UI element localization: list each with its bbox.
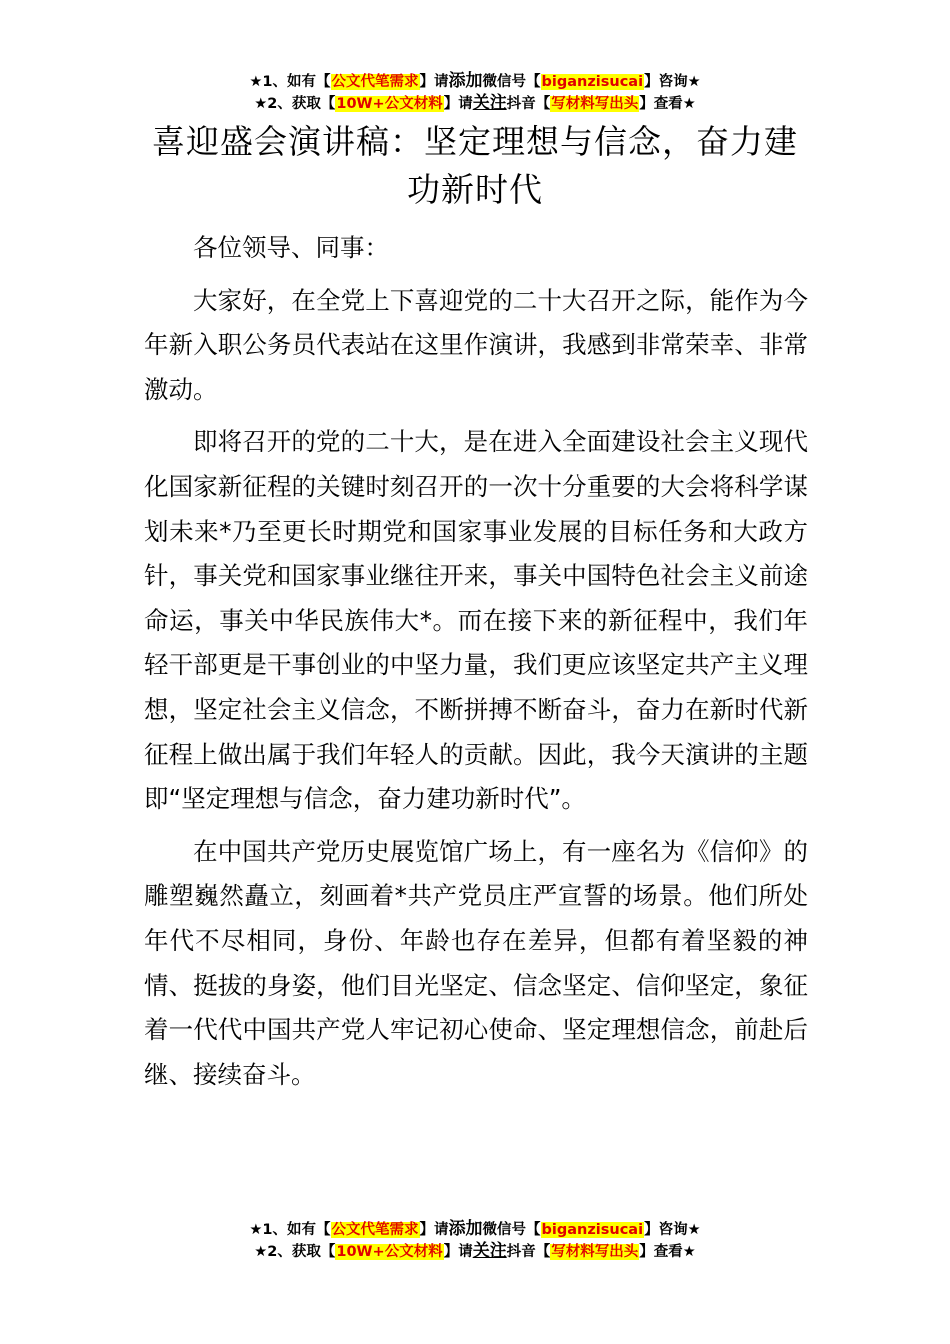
banner-highlight-wechat-id: biganzisucai [541, 74, 644, 90]
banner-text: ★1、如有【 [249, 1222, 331, 1238]
banner-text: 微信号【 [482, 1222, 541, 1238]
banner-text: 】查看★ [639, 96, 696, 112]
banner-text: 微信号【 [482, 74, 541, 90]
banner-emphasis: 关注 [472, 1241, 507, 1261]
banner-text: 】咨询★ [644, 74, 701, 90]
paragraph-1: 大家好，在全党上下喜迎党的二十大召开之际，能作为今年新入职公务员代表站在这里作演讲，我感到非常荣幸、非常激动。 [144, 285, 808, 404]
banner-highlight-service: 公文代笔需求 [331, 74, 419, 90]
banner-highlight-douyin: 写材料写出头 [551, 1244, 639, 1260]
banner-emphasis: 添加 [448, 71, 483, 91]
banner-text: ★2、获取【 [254, 1244, 336, 1260]
banner-text: ★1、如有【 [249, 74, 331, 90]
banner-text: 】请 [419, 1222, 449, 1238]
greeting: 各位领导、同事： [193, 233, 389, 262]
banner-highlight-materials: 10W+公文材料 [336, 96, 443, 112]
banner-emphasis: 添加 [448, 1219, 483, 1239]
header-banner [0, 70, 950, 114]
header-banner-line-2 [0, 92, 950, 114]
banner-highlight-wechat-id: biganzisucai [541, 1222, 644, 1238]
banner-text: 】请 [443, 96, 473, 112]
banner-highlight-douyin: 写材料写出头 [551, 96, 639, 112]
footer-banner-line-1 [0, 1218, 950, 1240]
banner-text: 抖音【 [506, 1244, 551, 1260]
banner-text: 】查看★ [639, 1244, 696, 1260]
document-title [0, 118, 950, 214]
paragraph-3: 在中国共产党历史展览馆广场上，有一座名为《信仰》的雕塑巍然矗立，刻画着*共产党员庄严宣誓的场景。他们所处年代不尽相同，身份、年龄也存在差异，但都有着坚毅的神情、挺拔的身姿，他们目光坚定、信念坚定、信仰坚定，象征着一代代中国共产党人牢记初心使命、坚定理想信念，前赴后继、接续奋斗。 [144, 836, 808, 1089]
footer-banner-line-2 [0, 1240, 950, 1262]
footer-banner [0, 1218, 950, 1262]
paragraph-2: 即将召开的党的二十大，是在进入全面建设社会主义现代化国家新征程的关键时刻召开的一次十分重要的大会将科学谋划未来*乃至更长时期党和国家事业发展的目标任务和大政方针，事关党和国家事业继往开来，事关中国特色社会主义前途命运，事关中华民族伟大*。而在接下来的新征程中，我们年轻干部更是干事创业的中坚力量，我们更应该坚定共产主义理想，坚定社会主义信念，不断拼搏不断奋斗，奋力在新时代新征程上做出属于我们年轻人的贡献。因此，我今天演讲的主题即“坚定理想与信念，奋力建功新时代”。 [144, 427, 808, 814]
document-body [144, 226, 808, 1105]
banner-text: 】请 [419, 74, 449, 90]
banner-text: 】请 [443, 1244, 473, 1260]
banner-text: 】咨询★ [644, 1222, 701, 1238]
banner-text: 抖音【 [506, 96, 551, 112]
title-line-2: 功新时代 [407, 170, 543, 209]
banner-highlight-materials: 10W+公文材料 [336, 1244, 443, 1260]
banner-emphasis: 关注 [472, 93, 507, 113]
banner-highlight-service: 公文代笔需求 [331, 1222, 419, 1238]
title-line-1: 喜迎盛会演讲稿：坚定理想与信念，奋力建 [152, 122, 798, 161]
banner-text: ★2、获取【 [254, 96, 336, 112]
header-banner-line-1 [0, 70, 950, 92]
